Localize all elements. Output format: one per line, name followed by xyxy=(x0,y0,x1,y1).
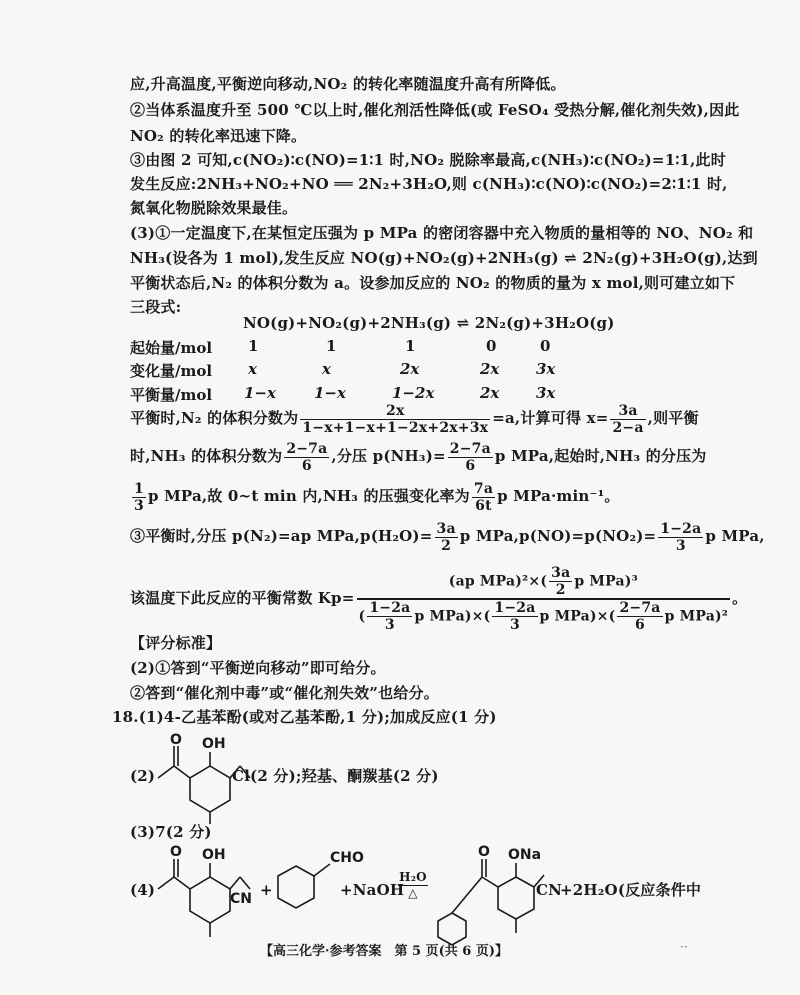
cell: x xyxy=(322,360,331,378)
fraction xyxy=(367,600,412,633)
denominator: 6 xyxy=(635,617,645,633)
cell: 1−x xyxy=(244,384,276,402)
text-line-6: 氮氧化物脱除效果最佳。 xyxy=(130,199,298,217)
atom-label: CHO xyxy=(330,850,364,866)
atom-label: O xyxy=(170,844,182,860)
cell: 2x xyxy=(480,360,500,378)
atom-label: ONa xyxy=(508,847,542,863)
q18-part-4-label: (4) xyxy=(130,881,156,899)
text-line-1: 应,升高温度,平衡逆向移动,NO₂ 的转化率随温度升高有所降低。 xyxy=(130,75,566,93)
atom-label: O xyxy=(170,732,182,748)
numerator: 3a xyxy=(610,403,645,420)
text-line-5: 发生反应:2NH₃+NO₂+NO ══ 2N₂+3H₂O,则 c(NH₃)∶c(NO)∶c(NO₂)=2∶1∶1 时, xyxy=(130,175,728,193)
fraction xyxy=(132,481,146,514)
row-label: 平衡量/mol xyxy=(130,386,213,404)
numerator: 1 xyxy=(134,480,144,497)
bond xyxy=(174,766,190,778)
kp-part: p MPa)² xyxy=(664,608,729,625)
cell: 3x xyxy=(536,360,556,378)
numerator: 2x xyxy=(300,403,490,420)
bond xyxy=(240,877,250,889)
calc-text: 。 xyxy=(732,589,748,607)
atom-label: OH xyxy=(202,847,226,863)
bond xyxy=(482,877,498,887)
bond xyxy=(452,901,462,913)
calc-text: =a,计算可得 x= xyxy=(492,409,609,427)
structure-q4-reactant xyxy=(150,843,260,943)
text-line-9: 平衡状态后,N₂ 的体积分数为 a。设参加反应的 NO₂ 的物质的量为 x mol,则可建立如下 xyxy=(130,274,736,292)
q18-part-4-tail: +2H₂O(反应条件中 xyxy=(560,881,702,899)
fraction xyxy=(472,481,495,514)
text-line-3: NO₂ 的转化率迅速下降。 xyxy=(130,127,307,145)
q18-part-1: 18.(1)4-乙基苯酚(或对乙基苯酚,1 分);加成反应(1 分) xyxy=(112,708,497,726)
footer-dots: ·· xyxy=(680,940,688,954)
calc-text: p MPa,p(NO)=p(NO₂)= xyxy=(459,527,657,545)
calc-text: p MPa,故 0~t min 内,NH₃ 的压强变化率为 xyxy=(147,487,470,505)
denominator: 6t xyxy=(475,497,492,514)
atom-label: O xyxy=(478,844,490,860)
cell: x xyxy=(248,360,257,378)
atom-label: OH xyxy=(202,736,226,752)
fraction xyxy=(284,441,329,474)
calc-text: ,分压 p(NH₃)= xyxy=(331,447,446,465)
ring xyxy=(498,877,534,919)
bond xyxy=(462,889,472,901)
fraction xyxy=(448,441,493,474)
fraction xyxy=(658,521,703,554)
bond xyxy=(158,766,174,778)
cell: 2x xyxy=(480,384,500,402)
cell: 1 xyxy=(326,337,337,355)
text-line-10: 三段式: xyxy=(130,298,182,316)
condition-bottom: △ xyxy=(398,885,428,900)
table-equation: NO(g)+NO₂(g)+2NH₃(g) ⇌ 2N₂(g)+3H₂O(g) xyxy=(243,314,615,332)
row-label: 变化量/mol xyxy=(130,362,213,380)
numerator: 2−7a xyxy=(619,600,661,616)
kp-expression xyxy=(130,565,747,633)
calc-line-4 xyxy=(130,518,765,554)
calc-line-3 xyxy=(130,478,620,514)
cell: 1−2x xyxy=(392,384,435,402)
calc-text: ,则平衡 xyxy=(647,409,699,427)
kp-part: ( xyxy=(358,608,366,625)
numerator: 3a xyxy=(436,520,456,537)
calc-text: p MPa, xyxy=(705,527,765,545)
q18-part-2-label: (2) xyxy=(130,767,156,785)
q18-part-3: (3)7(2 分) xyxy=(130,823,212,841)
denominator: 6 xyxy=(301,457,312,474)
bond xyxy=(158,877,174,889)
cell: 2x xyxy=(400,360,420,378)
bond xyxy=(314,864,330,876)
condition-top: H₂O xyxy=(399,870,427,884)
text-line-4: ③由图 2 可知,c(NO₂)∶c(NO)=1∶1 时,NO₂ 脱除率最高,c(NH₃)∶c(NO₂)=1∶1,此时 xyxy=(130,151,726,169)
denominator: 3 xyxy=(509,617,520,633)
numerator: 1−2a xyxy=(660,520,702,537)
denominator: 3 xyxy=(134,497,144,514)
fraction xyxy=(492,600,537,633)
kp-numerator xyxy=(357,565,731,599)
numerator: 1−2a xyxy=(494,600,536,616)
cell: 1 xyxy=(248,337,259,355)
scoring-line-1: (2)①答到“平衡逆向移动”即可给分。 xyxy=(130,659,386,677)
kp-fraction xyxy=(357,565,731,633)
scoring-line-2: ②答到“催化剂中毒”或“催化剂失效”也给分。 xyxy=(130,684,439,702)
denominator: 3 xyxy=(384,617,395,633)
cell: 0 xyxy=(540,337,551,355)
ring xyxy=(278,866,314,908)
calc-text: p MPa·min⁻¹。 xyxy=(497,487,620,505)
plus-sign: + xyxy=(260,881,273,899)
denominator: 2 xyxy=(441,537,452,554)
calc-line-2 xyxy=(130,438,707,474)
bond xyxy=(472,877,482,889)
bond xyxy=(230,877,240,889)
table-row xyxy=(130,360,690,380)
scoring-title: 【评分标准】 xyxy=(130,634,222,652)
kp-part: p MPa)×( xyxy=(539,608,616,625)
text-line-2: ②当体系温度升至 500 ℃以上时,催化剂活性降低(或 FeSO₄ 受热分解,催化剂失效),因此 xyxy=(130,101,740,119)
denominator: 6 xyxy=(465,457,476,474)
denominator: 2 xyxy=(555,582,566,598)
fraction xyxy=(610,403,645,436)
calc-line-1 xyxy=(130,400,699,436)
ring xyxy=(190,766,230,812)
bond xyxy=(174,877,190,889)
numerator: 7a xyxy=(473,480,494,497)
molecule-q4-reactant xyxy=(150,843,260,943)
cell: 1−x xyxy=(314,384,346,402)
numerator: 1−2a xyxy=(369,600,411,616)
calc-text: p MPa,起始时,NH₃ 的分压为 xyxy=(494,447,707,465)
fraction xyxy=(435,521,458,554)
atom-label: CN xyxy=(230,891,252,907)
reaction-condition xyxy=(398,870,428,900)
fraction xyxy=(549,565,572,598)
naoh-reagent: +NaOH xyxy=(340,881,405,899)
fraction xyxy=(617,600,662,633)
denominator: 1−x+1−x+1−2x+2x+3x xyxy=(302,419,489,436)
calc-text: 平衡时,N₂ 的体积分数为 xyxy=(130,409,299,427)
denominator: 3 xyxy=(675,537,686,554)
numerator: 2−7a xyxy=(286,440,328,457)
kp-part: (ap MPa)²×( xyxy=(448,573,548,590)
cell: 1 xyxy=(405,337,416,355)
text-line-8: NH₃(设各为 1 mol),发生反应 NO(g)+NO₂(g)+2NH₃(g) ⇌ 2N₂(g)+3H₂O(g),达到 xyxy=(130,249,758,267)
calc-text: 该温度下此反应的平衡常数 Kp= xyxy=(130,589,355,607)
kp-part: p MPa)×( xyxy=(414,608,491,625)
calc-text: 时,NH₃ 的体积分数为 xyxy=(130,447,283,465)
page-footer: 【高三化学·参考答案 第 5 页(共 6 页)】 xyxy=(260,944,509,959)
kp-part: p MPa)³ xyxy=(574,573,638,590)
product-cn: CN xyxy=(536,881,563,899)
table-row xyxy=(130,337,690,357)
cell: 0 xyxy=(486,337,497,355)
kp-denominator xyxy=(357,599,731,633)
denominator: 2−a xyxy=(612,419,644,436)
row-label: 起始量/mol xyxy=(130,339,213,357)
ring xyxy=(190,877,230,923)
cell: 3x xyxy=(536,384,556,402)
calc-text: ③平衡时,分压 p(N₂)=ap MPa,p(H₂O)= xyxy=(130,527,433,545)
fraction xyxy=(300,403,490,436)
text-line-7: (3)①一定温度下,在某恒定压强为 p MPa 的密闭容器中充入物质的量相等的 NO、NO₂ 和 xyxy=(130,224,754,242)
numerator: 2−7a xyxy=(449,440,491,457)
numerator: 3a xyxy=(551,565,571,581)
q18-part-2-text: Cl(2 分);羟基、酮羰基(2 分) xyxy=(232,767,439,785)
